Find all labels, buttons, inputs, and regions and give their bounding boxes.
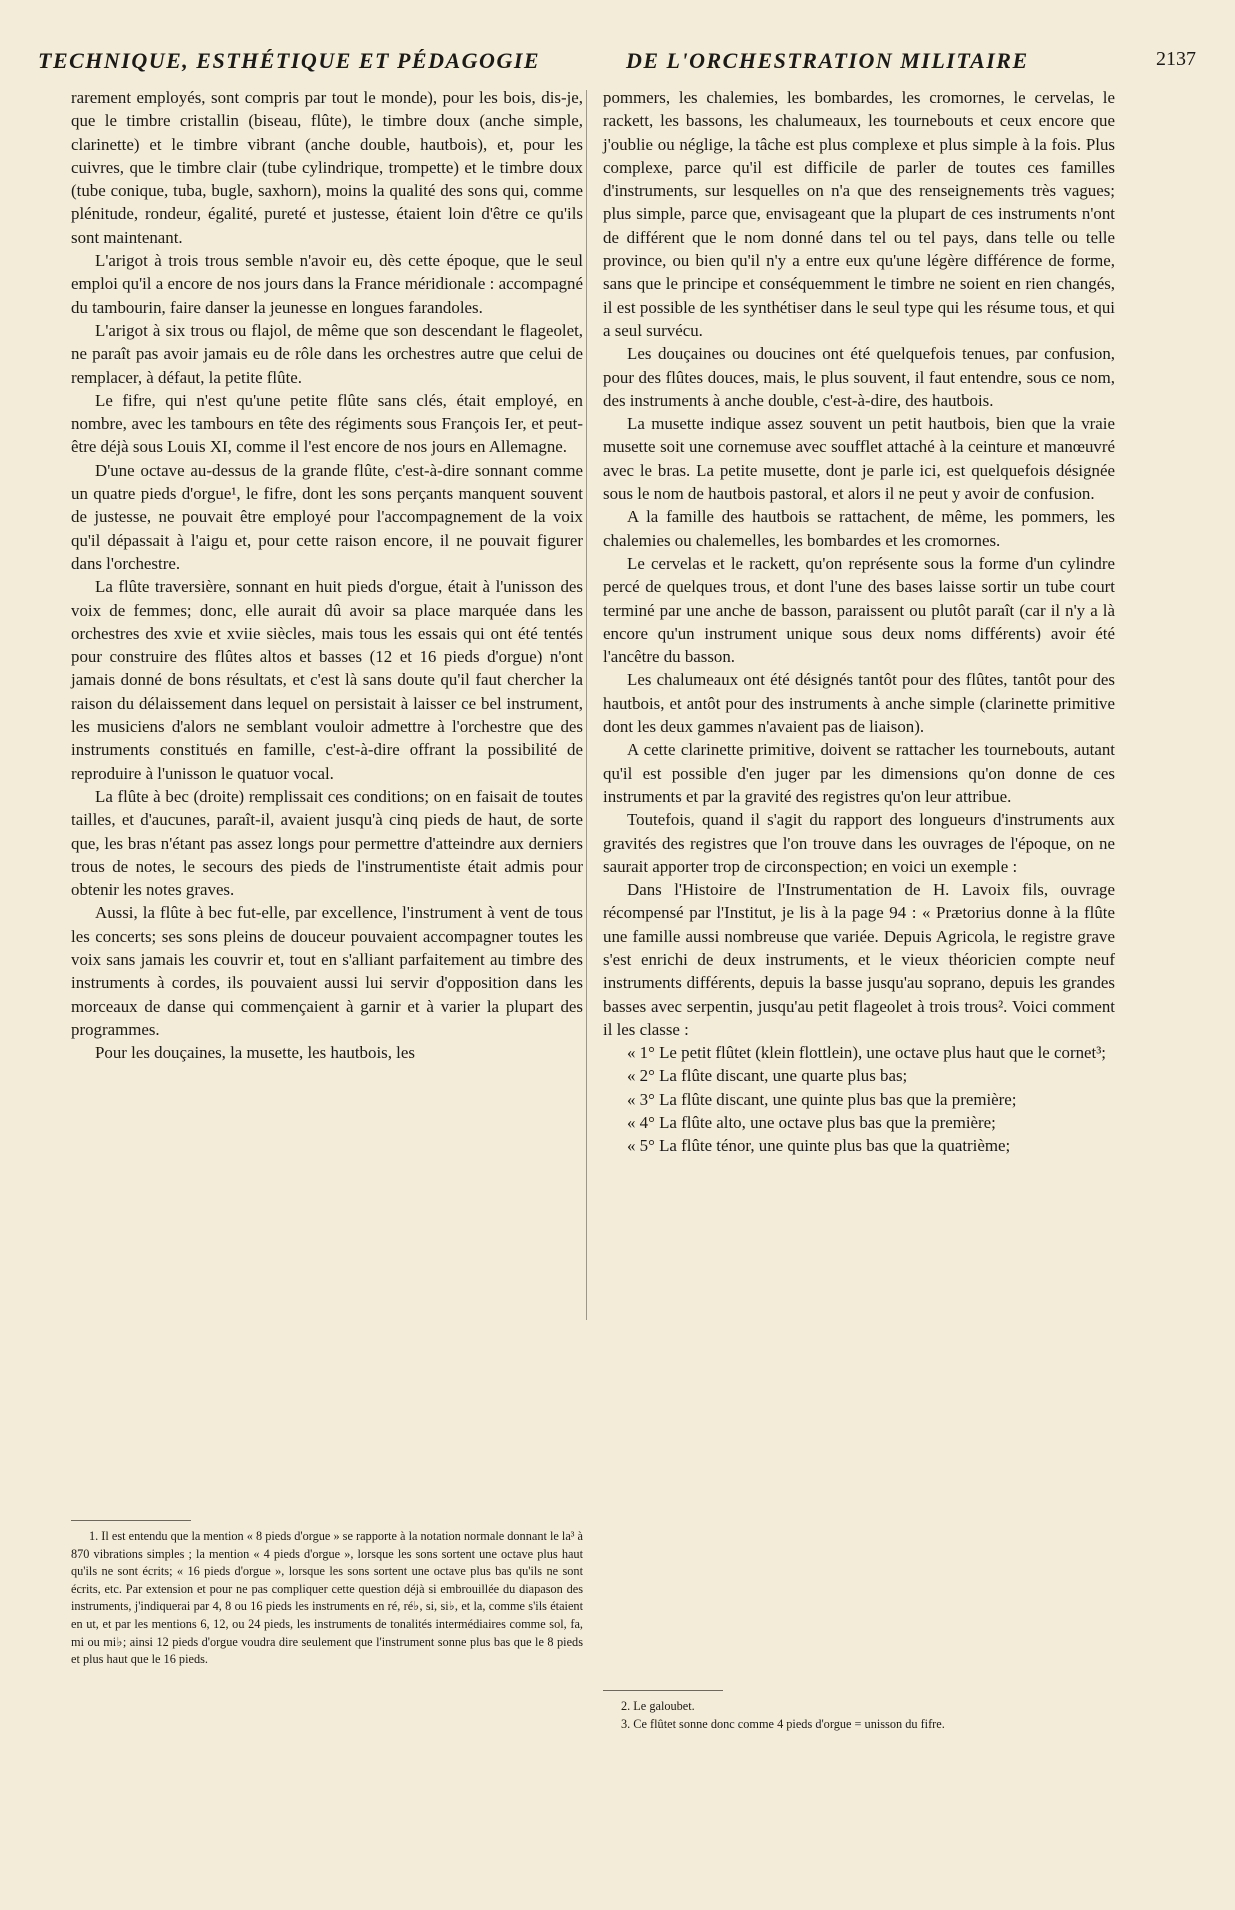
- paragraph: La musette indique assez souvent un petit hautbois, bien que la vraie musette soit une cornemuse avec soufflet attaché à la ceinture et manœuvré avec le bras. La petite musette, dont je parle ici, est quelquefois désignée sous le nom de hautbois pastoral, et alors il ne peut y avoir de confusion.: [603, 414, 1115, 504]
- list-item: « 5° La flûte ténor, une quinte plus bas que la quatrième;: [627, 1136, 1011, 1156]
- paragraph: Toutefois, quand il s'agit du rapport des longueurs d'instruments aux gravités des registres que l'on trouve dans les ouvrages de l'époque, on ne saurait apporter trop de circonspection; en voici un exemple :: [603, 810, 1115, 876]
- footnote-rule-right: [603, 1690, 723, 1691]
- list-item: « 4° La flûte alto, une octave plus bas que la première;: [627, 1113, 996, 1133]
- paragraph: A cette clarinette primitive, doivent se rattacher les tournebouts, autant qu'il est possible d'en juger par les dimensions qu'on donne de ces instruments et par la gravité des registres qu'on leur attribue.: [603, 740, 1115, 806]
- paragraph: Les douçaines ou doucines ont été quelquefois tenues, par confusion, pour des flûtes douces, mais, le plus souvent, il faut entendre, sous ce nom, des instruments à anche double, c'est-à-dire, des hautbois.: [603, 344, 1115, 410]
- footnote: 1. Il est entendu que la mention « 8 pieds d'orgue » se rapporte à la notation normale donnant le la³ à 870 vibrations simples ; la mention « 4 pieds d'orgue », lorsque les sons sortent une octave plus haut qu'ils ne sont écrits; « 16 pieds d'orgue », lorsque les sons sortent une octave plus bas qu'ils ne sont écrits, etc. Par extension et pour ne pas compliquer cette question déjà si embrouillée du diapason des instruments, j'indiquerai par 4, 8 ou 16 pieds les instruments en ré, ré♭, si, si♭, et la, comme s'ils étaient en ut, et par les mentions 6, 12, ou 24 pieds, les instruments de tonalités intermédiaires comme sol, fa, mi ou mi♭; ainsi 12 pieds d'orgue voudra dire seulement que l'instrument sonne plus bas que le 8 pieds et plus haut que le 16 pieds.: [71, 1529, 583, 1667]
- paragraph: Le cervelas et le rackett, qu'on représente sous la forme d'un cylindre percé de quelques trous, et dont l'une des bases laisse sortir un tube court terminé par une anche de basson, paraissent ou plutôt paraît (car il n'y a là encore qu'un instrument unique sous deux noms différents) avoir été l'ancêtre du basson.: [603, 553, 1115, 667]
- list-item: « 3° La flûte discant, une quinte plus bas que la première;: [627, 1089, 1017, 1109]
- paragraph: D'une octave au-dessus de la grande flûte, c'est-à-dire sonnant comme un quatre pieds d'orgue¹, le fifre, dont les sons perçants manquent souvent de justesse, ne pouvait être employé pour l'accompagnement de la voix qu'il dépassait à l'aigu et, pour cette raison encore, il ne pouvait figurer dans l'orchestre.: [71, 460, 583, 573]
- paragraph: Les chalumeaux ont été désignés tantôt pour des flûtes, tantôt pour des hautbois, et antôt pour des instruments à anche simple (clarinette primitive dont les deux gammes n'avaient pas de liaison).: [603, 670, 1115, 737]
- running-header: [36, 44, 1196, 80]
- header-left: TECHNIQUE, ESTHÉTIQUE ET PÉDAGOGIE: [38, 48, 541, 73]
- paragraph: La flûte à bec (droite) remplissait ces conditions; on en faisait de toutes tailles, et d'aucunes, paraît-il, avaient jusqu'à cinq pieds de haut, de sorte que, les bras n'étant pas assez longs pour permettre d'atteindre aux derniers trous de notes, le secours des pieds de l'instrumentiste était admis pour obtenir les notes graves.: [71, 786, 583, 900]
- left-column: [71, 86, 583, 1064]
- footnotes-left: [71, 1528, 583, 1669]
- column-divider: [586, 90, 587, 1320]
- paragraph: rarement employés, sont compris par tout le monde), pour les bois, dis-je, que le timbre cristallin (biseau, flûte), le timbre doux (anche simple, clarinette) et le timbre vibrant (anche double, hautbois), et, pour les cuivres, que le timbre clair (tube cylindrique, trompette) et le timbre doux (tube conique, tuba, bugle, saxhorn), moins la qualité des sons qui, comme plénitude, rondeur, égalité, pureté et justesse, étaient loin d'être ce qu'ils sont maintenant.: [71, 88, 583, 247]
- footnote: 2. Le galoubet.: [621, 1699, 695, 1713]
- footnote-rule-left: [71, 1520, 191, 1521]
- footnote: 3. Ce flûtet sonne donc comme 4 pieds d'orgue = unisson du fifre.: [621, 1716, 945, 1731]
- paragraph: Aussi, la flûte à bec fut-elle, par excellence, l'instrument à vent de tous les concerts; ses sons pleins de douceur pouvaient accompagner toutes les voix sans jamais les couvrir et, tout en s'alliant parfaitement au timbre des instruments à cordes, ils pouvaient aussi lui servir d'opposition dans les morceaux de danse qui commençaient à garnir et à varier la plupart des programmes.: [71, 903, 583, 1039]
- list-item: « 1° Le petit flûtet (klein flottlein), une octave plus haut que le cornet³;: [627, 1043, 1106, 1063]
- right-column: [603, 86, 1115, 1158]
- header-right: DE L'ORCHESTRATION MILITAIRE: [626, 48, 1029, 73]
- page-number: 2137: [1156, 48, 1196, 70]
- paragraph: L'arigot à trois trous semble n'avoir eu, dès cette époque, que le seul emploi qu'il a encore de nos jours dans la France méridionale : accompagné du tambourin, faire danser la jeunesse en longues farandoles.: [71, 251, 583, 317]
- footnotes-right: [603, 1698, 1115, 1733]
- paragraph: pommers, les chalemies, les bombardes, les cromornes, le cervelas, le rackett, les bassons, les chalumeaux, les tournebouts et ceux encore que j'oublie ou néglige, la tâche est plus complexe et plus simple à la fois. Plus complexe, parce qu'il est difficile de parler de toutes ces familles d'instruments, sur lesquelles on n'a que des renseignements très vagues; plus simple, parce que, envisageant que la plupart de ces instruments n'ont de différent que le nom donné dans tel ou tel pays, dans telle ou telle province, ou bien qu'il n'y a entre eux qu'une légère différence de forme, sans que le principe et conséquemment le timbre ne soient en rien changés, il est possible de les synthétiser dans le seul type qui les résume tous, et qui a seul survécu.: [603, 88, 1115, 340]
- paragraph: Dans l'Histoire de l'Instrumentation de H. Lavoix fils, ouvrage récompensé par l'Institut, je lis à la page 94 : « Prætorius donne à la flûte une famille aussi nombreuse que variée. Depuis Agricola, le registre grave s'est enrichi de deux instruments, et le vieux théoricien compte neuf instruments différents, depuis la basse jusqu'au soprano, depuis les grandes basses avec serpentin, jusqu'au petit flageolet à trois trous². Voici comment il les classe :: [603, 880, 1115, 1039]
- list-item: « 2° La flûte discant, une quarte plus bas;: [627, 1066, 908, 1086]
- paragraph: Pour les douçaines, la musette, les hautbois, les: [95, 1043, 415, 1063]
- paragraph: L'arigot à six trous ou flajol, de même que son descendant le flageolet, ne paraît pas avoir jamais eu de rôle dans les orchestres autre que celui de remplacer, à défaut, la petite flûte.: [71, 320, 583, 387]
- paragraph: A la famille des hautbois se rattachent, de même, les pommers, les chalemies ou chalemelles, les bombardes et les cromornes.: [603, 507, 1115, 550]
- paragraph: La flûte traversière, sonnant en huit pieds d'orgue, était à l'unisson des voix de femmes; donc, elle aurait dû avoir sa place marquée dans les orchestres des xvie et xviie siècles, mais tous les essais qui ont été tentés pour construire des flûtes altos et basses (12 et 16 pieds d'orgue) n'ont jamais donné de bons résultats, et c'est là sans doute qu'il faut chercher la raison du délaissement dans lequel on persistait à laisser ce bel instrument, les musiciens d'alors ne semblant vouloir admettre à l'orchestre que des instruments constitués en famille, c'est-à-dire offrant la possibilité de reproduire à l'unisson le quatuor vocal.: [71, 577, 583, 783]
- paragraph: Le fifre, qui n'est qu'une petite flûte sans clés, était employé, en nombre, avec les tambours en tête des régiments sous François Ier, et peut-être déjà sous Louis XI, comme il l'est encore de nos jours en Allemagne.: [71, 390, 583, 457]
